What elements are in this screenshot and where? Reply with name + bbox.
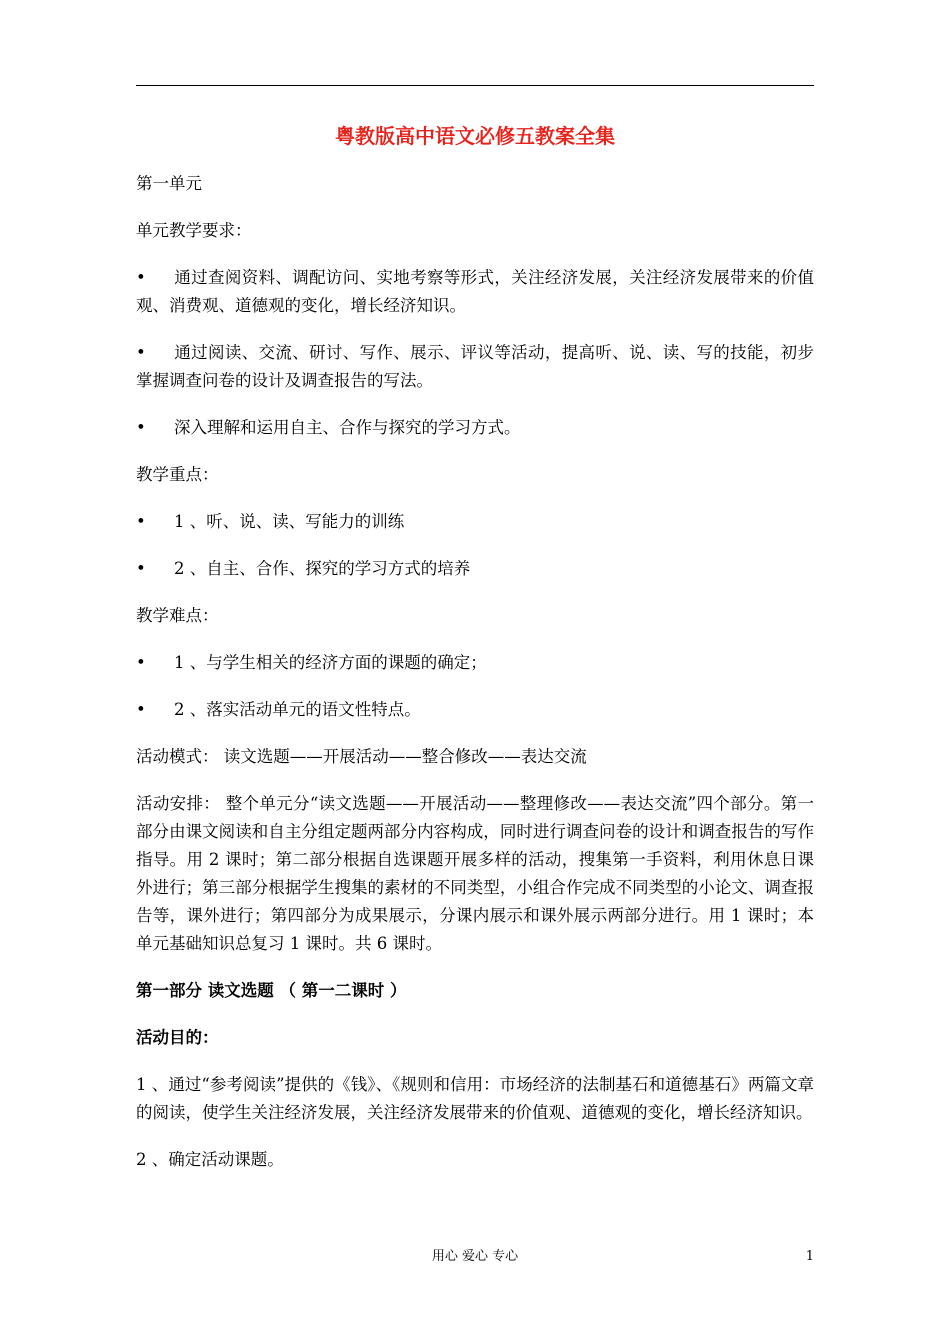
bullet-paragraph (136, 508, 814, 536)
bullet-paragraph (136, 264, 814, 320)
document-body (136, 170, 814, 1193)
paragraph (136, 1024, 814, 1052)
document-title: 粤教版高中语文必修五教案全集 (335, 124, 615, 148)
bullet-paragraph (136, 696, 814, 724)
paragraph (136, 1071, 814, 1127)
bullet-paragraph (136, 414, 814, 442)
paragraph-text: 教学重点： (136, 465, 219, 484)
paragraph-text: 1 、通过“参考阅读”提供的《钱》、《规则和信用：市场经济的法制基石和道德基石》两篇文章的阅读，使学生关注经济发展，关注经济发展带来的价值观、道德观的变化，增长经济知识。 (136, 1075, 814, 1122)
paragraph-text: 2 、落实活动单元的语文性特点。 (174, 700, 421, 719)
paragraph-text: 2 、自主、合作、探究的学习方式的培养 (174, 559, 471, 578)
bullet-paragraph (136, 555, 814, 583)
paragraph-text: 第一部分 读文选题 （ 第一二课时 ） (136, 981, 407, 1000)
bullet-icon: • (136, 653, 146, 672)
bullet-icon: • (136, 512, 146, 531)
paragraph-text: 活动目的： (136, 1028, 219, 1047)
paragraph (136, 461, 814, 489)
paragraph (136, 743, 814, 771)
bullet-icon: • (136, 343, 146, 362)
paragraph-text: 活动模式： 读文选题——开展活动——整合修改——表达交流 (136, 747, 587, 766)
paragraph-text: 通过查阅资料、调配访问、实地考察等形式，关注经济发展，关注经济发展带来的价值观、消费观、道德观的变化，增长经济知识。 (136, 268, 814, 315)
paragraph (136, 1146, 814, 1174)
page-number: 1 (805, 1249, 814, 1264)
paragraph (136, 977, 814, 1005)
paragraph (136, 602, 814, 630)
paragraph-text: 教学难点： (136, 606, 219, 625)
bullet-icon: • (136, 268, 146, 287)
paragraph-text: 通过阅读、交流、研讨、写作、展示、评议等活动，提高听、说、读、写的技能，初步掌握调查问卷的设计及调查报告的写法。 (136, 343, 814, 390)
header-rule (136, 85, 814, 86)
paragraph-text: 第一单元 (136, 174, 202, 193)
bullet-icon: • (136, 418, 146, 437)
paragraph-text: 1 、与学生相关的经济方面的课题的确定； (174, 653, 487, 672)
paragraph-text: 2 、确定活动课题。 (136, 1150, 284, 1169)
bullet-paragraph (136, 649, 814, 677)
paragraph-text: 单元教学要求： (136, 221, 252, 240)
paragraph (136, 790, 814, 958)
paragraph-text: 1 、听、说、读、写能力的训练 (174, 512, 405, 531)
paragraph-text: 深入理解和运用自主、合作与探究的学习方式。 (174, 418, 521, 437)
paragraph-text: 活动安排： 整个单元分“读文选题——开展活动——整理修改——表达交流”四个部分。第一部分由课文阅读和自主分组定题两部分内容构成，同时进行调查问卷的设计和调查报告的写作指导。用 2 课时；第二部分根据自选课题开展多样的活动，搜集第一手资料，利用休息日课外进行；第三部分根据学生搜集的素材的不同类型，小组合作完成不同类型的小论文、调查报告等，课外进行；第四部分为成果展示，分课内展示和课外展示两部分进行。用 1 课时；本单元基础知识总复习 1 课时。共 6 课时。 (136, 794, 814, 953)
footer-motto: 用心 爱心 专心 (431, 1249, 519, 1264)
bullet-icon: • (136, 559, 146, 578)
bullet-paragraph (136, 339, 814, 395)
paragraph (136, 217, 814, 245)
bullet-icon: • (136, 700, 146, 719)
paragraph (136, 170, 814, 198)
